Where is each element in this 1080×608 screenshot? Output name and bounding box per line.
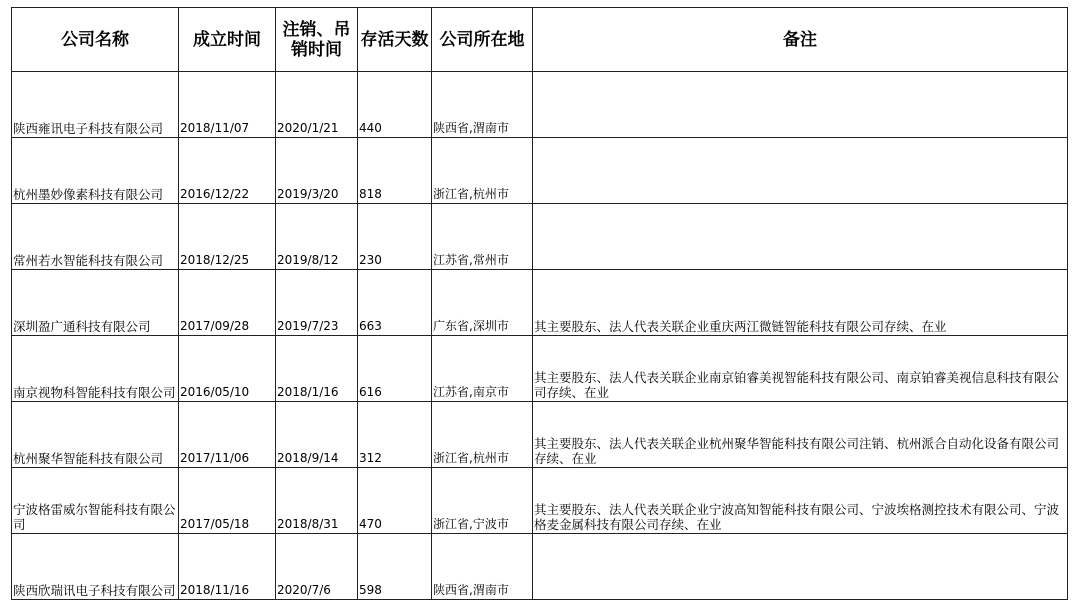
cell-company-name: 宁波格雷威尔智能科技有限公司 xyxy=(12,468,179,534)
cell-founded-date: 2017/05/18 xyxy=(179,468,276,534)
cell-location: 浙江省,杭州市 xyxy=(432,402,533,468)
cell-location: 江苏省,南京市 xyxy=(432,336,533,402)
cell-company-name: 南京视物科智能科技有限公司 xyxy=(12,336,179,402)
cell-company-name: 杭州聚华智能科技有限公司 xyxy=(12,402,179,468)
cell-note: 其主要股东、法人代表关联企业南京铂睿美视智能科技有限公司、南京铂睿美视信息科技有限公司存续、在业 xyxy=(533,336,1068,402)
cell-location: 陕西省,渭南市 xyxy=(432,72,533,138)
cell-location: 江苏省,常州市 xyxy=(432,204,533,270)
cell-location: 广东省,深圳市 xyxy=(432,270,533,336)
cell-survival-days: 663 xyxy=(358,270,432,336)
cell-note xyxy=(533,534,1068,600)
cell-closed-date: 2020/1/21 xyxy=(276,72,358,138)
cell-survival-days: 440 xyxy=(358,72,432,138)
cell-location: 浙江省,宁波市 xyxy=(432,468,533,534)
cell-founded-date: 2016/12/22 xyxy=(179,138,276,204)
cell-closed-date: 2018/8/31 xyxy=(276,468,358,534)
header-row xyxy=(12,8,1068,72)
cell-founded-date: 2018/11/16 xyxy=(179,534,276,600)
table-row xyxy=(12,270,1068,336)
cell-founded-date: 2017/11/06 xyxy=(179,402,276,468)
table-row xyxy=(12,72,1068,138)
cell-founded-date: 2016/05/10 xyxy=(179,336,276,402)
cell-company-name: 陕西雍讯电子科技有限公司 xyxy=(12,72,179,138)
cell-note: 其主要股东、法人代表关联企业重庆两江微链智能科技有限公司存续、在业 xyxy=(533,270,1068,336)
cell-closed-date: 2018/9/14 xyxy=(276,402,358,468)
table-row xyxy=(12,204,1068,270)
header-note: 备注 xyxy=(533,8,1068,72)
header-company-name: 公司名称 xyxy=(12,8,179,72)
cell-company-name: 杭州墨妙像素科技有限公司 xyxy=(12,138,179,204)
cell-closed-date: 2020/7/6 xyxy=(276,534,358,600)
cell-company-name: 常州若水智能科技有限公司 xyxy=(12,204,179,270)
header-closed-date: 注销、吊销时间 xyxy=(276,8,358,72)
cell-note xyxy=(533,204,1068,270)
company-table xyxy=(11,7,1068,600)
cell-survival-days: 312 xyxy=(358,402,432,468)
cell-founded-date: 2017/09/28 xyxy=(179,270,276,336)
table-row xyxy=(12,336,1068,402)
cell-note: 其主要股东、法人代表关联企业杭州聚华智能科技有限公司注销、杭州派合自动化设备有限公司存续、在业 xyxy=(533,402,1068,468)
cell-closed-date: 2019/3/20 xyxy=(276,138,358,204)
cell-note xyxy=(533,138,1068,204)
cell-survival-days: 230 xyxy=(358,204,432,270)
table-row xyxy=(12,468,1068,534)
table-row xyxy=(12,138,1068,204)
cell-location: 陕西省,渭南市 xyxy=(432,534,533,600)
cell-company-name: 深圳盈广通科技有限公司 xyxy=(12,270,179,336)
cell-closed-date: 2019/7/23 xyxy=(276,270,358,336)
company-table-sheet xyxy=(11,7,1068,600)
cell-closed-date: 2019/8/12 xyxy=(276,204,358,270)
header-location: 公司所在地 xyxy=(432,8,533,72)
cell-survival-days: 818 xyxy=(358,138,432,204)
cell-note: 其主要股东、法人代表关联企业宁波高知智能科技有限公司、宁波埃格测控技术有限公司、宁波格麦金属科技有限公司存续、在业 xyxy=(533,468,1068,534)
cell-survival-days: 598 xyxy=(358,534,432,600)
cell-survival-days: 470 xyxy=(358,468,432,534)
table-row xyxy=(12,534,1068,600)
table-row xyxy=(12,402,1068,468)
header-founded-date: 成立时间 xyxy=(179,8,276,72)
cell-closed-date: 2018/1/16 xyxy=(276,336,358,402)
cell-note xyxy=(533,72,1068,138)
cell-founded-date: 2018/11/07 xyxy=(179,72,276,138)
cell-founded-date: 2018/12/25 xyxy=(179,204,276,270)
cell-company-name: 陕西欣瑞讯电子科技有限公司 xyxy=(12,534,179,600)
cell-location: 浙江省,杭州市 xyxy=(432,138,533,204)
header-survival-days: 存活天数 xyxy=(358,8,432,72)
cell-survival-days: 616 xyxy=(358,336,432,402)
